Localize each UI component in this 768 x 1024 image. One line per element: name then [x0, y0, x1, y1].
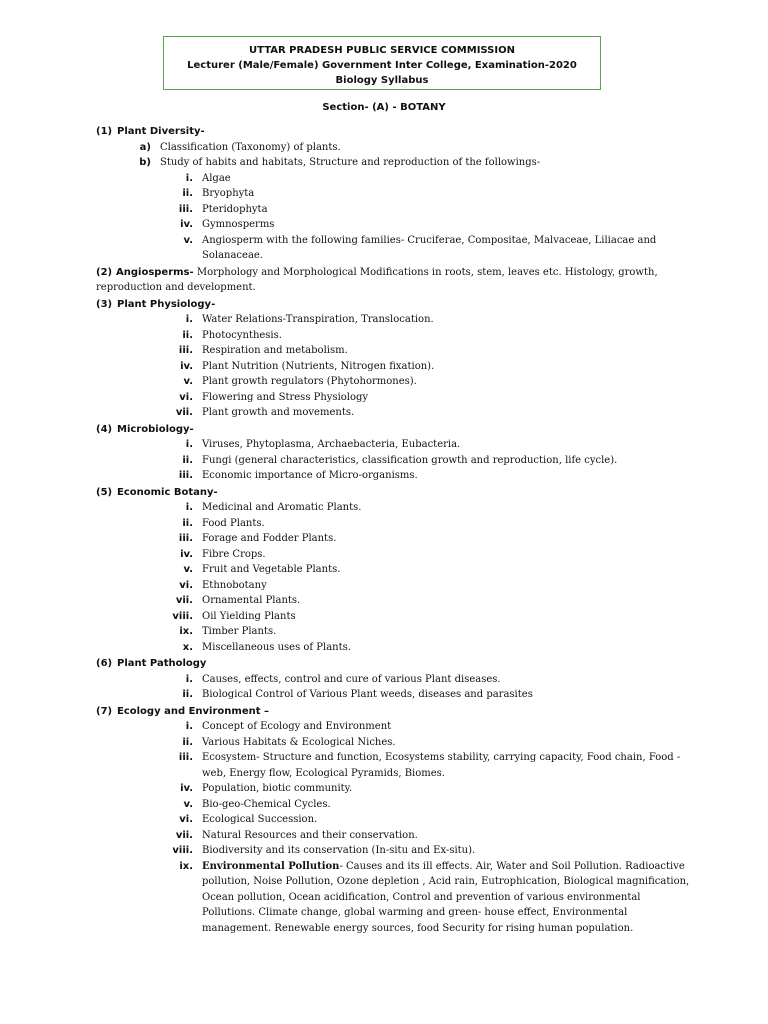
- list-item-label: i.: [185, 172, 193, 184]
- list-item: [0, 578, 768, 594]
- section-heading: [0, 485, 768, 501]
- list-item-text: Bryophyta: [202, 188, 255, 199]
- list-item-text: [202, 390, 692, 406]
- section-title: Section- (A) - BOTANY: [322, 102, 446, 113]
- section-number: (7): [96, 705, 113, 717]
- section-heading: [0, 265, 768, 296]
- list-item-label: vi.: [179, 579, 193, 591]
- list-item-body: Economic importance of Micro-organisms.: [202, 470, 418, 481]
- list-item-text: [202, 359, 692, 375]
- section-heading-text: [117, 485, 677, 501]
- list-item: [0, 374, 768, 390]
- section-number: (5): [96, 486, 113, 498]
- list-item-body: Food Plants.: [202, 517, 265, 529]
- list-item: [0, 687, 768, 703]
- list-item-label: iv.: [180, 783, 193, 794]
- list-item: [0, 843, 768, 859]
- list-item-text: [202, 843, 692, 859]
- list-item-label: ii.: [182, 454, 193, 466]
- list-item-text: [202, 750, 692, 781]
- list-item: [0, 609, 768, 625]
- list-item-body: Concept of Ecology and Environment: [202, 721, 392, 732]
- list-item: [0, 735, 768, 751]
- list-item-label: i.: [185, 314, 193, 325]
- list-item-text: [202, 374, 692, 390]
- list-item-body: Bio-geo-Chemical Cycles.: [202, 798, 331, 810]
- list-item-label: vi.: [179, 814, 193, 825]
- section-heading-title: Angiosperms-: [116, 266, 194, 278]
- list-item-text: [202, 453, 692, 469]
- list-item-body: Plant growth regulators (Phytohormones).: [202, 376, 417, 387]
- section-heading: [0, 124, 768, 140]
- sub-topic: [0, 140, 768, 156]
- list-item-label: v.: [183, 798, 193, 810]
- list-item-label: iv.: [180, 360, 193, 372]
- list-item-body: Photocynthesis.: [202, 329, 282, 341]
- list-item-label: iii.: [178, 345, 193, 356]
- list-item-body: Plant growth and movements.: [202, 407, 355, 418]
- list-item-body: Fibre Crops.: [202, 548, 266, 560]
- section-heading-title: Economic Botany-: [117, 486, 218, 498]
- list-item-label: iii.: [178, 470, 193, 481]
- list-item: [0, 202, 768, 218]
- list-item-body: Respiration and metabolism.: [202, 345, 348, 356]
- list-item-text: [202, 672, 692, 688]
- list-item: [0, 812, 768, 828]
- list-item-label: i.: [185, 673, 193, 685]
- list-item-text: [202, 312, 692, 328]
- list-item-body: Viruses, Phytoplasma, Archaebacteria, Eubacteria.: [202, 439, 461, 450]
- list-item: [0, 672, 768, 688]
- list-item-label: ix.: [179, 626, 193, 637]
- section-heading-title: Plant Pathology: [117, 658, 207, 669]
- list-item-body: Population, biotic community.: [202, 783, 353, 794]
- list-item: [0, 500, 768, 516]
- section-heading-text: [117, 656, 677, 672]
- list-item-label: vi.: [179, 391, 193, 403]
- list-item-label: vii.: [175, 829, 193, 841]
- list-item-body: Oil Yielding Plants: [202, 610, 296, 622]
- list-item-label: ii.: [182, 188, 193, 199]
- list-item: [0, 828, 768, 844]
- list-item-text: [202, 687, 692, 703]
- list-item-body: Timber Plants.: [202, 626, 277, 637]
- section-heading-text: [117, 704, 677, 720]
- list-item-text: [202, 812, 692, 828]
- list-item-text: [202, 797, 692, 813]
- list-item-label: iii.: [178, 752, 193, 763]
- list-item-label: ii.: [182, 689, 193, 700]
- list-item-label: ii.: [182, 736, 193, 748]
- list-item-text: [202, 500, 692, 516]
- list-item-label: iii.: [178, 533, 193, 544]
- sub-topic-text: Study of habits and habitats, Structure and reproduction of the followings-: [160, 157, 541, 168]
- list-item-label: v.: [183, 376, 193, 387]
- list-item-text: [202, 437, 692, 453]
- sub-topic: [0, 155, 768, 171]
- commission-name: UTTAR PRADESH PUBLIC SERVICE COMMISSION: [249, 45, 515, 56]
- list-item: [0, 233, 768, 264]
- list-item-label: ix.: [179, 860, 193, 872]
- list-item-body: Plant Nutrition (Nutrients, Nitrogen fixation).: [202, 360, 435, 372]
- list-item: [0, 624, 768, 640]
- list-item: [0, 171, 768, 187]
- list-item-text: [202, 609, 692, 625]
- sub-topic-label: a): [139, 141, 151, 153]
- list-item-body: Water Relations-Transpiration, Translocation.: [202, 314, 434, 325]
- document-header: [163, 36, 601, 90]
- list-item: [0, 719, 768, 735]
- syllabus-title: Biology Syllabus: [335, 75, 429, 86]
- list-item-label: vii.: [175, 407, 193, 418]
- list-item-bold-term: Environmental Pollution: [202, 860, 340, 872]
- list-item: [0, 640, 768, 656]
- list-item-body: Ethnobotany: [202, 579, 267, 591]
- list-item: [0, 186, 768, 202]
- list-item-label: iv.: [180, 548, 193, 560]
- list-item-body: Flowering and Stress Physiology: [202, 391, 369, 403]
- list-item-body: Various Habitats & Ecological Niches.: [202, 736, 396, 748]
- list-item-label: viii.: [172, 610, 193, 622]
- list-item: [0, 390, 768, 406]
- list-item-body: Fungi (general characteristics, classification growth and reproduction, life cycle).: [202, 454, 618, 466]
- list-item-label: iii.: [178, 203, 193, 215]
- section-number: (2): [96, 266, 113, 278]
- list-item: [0, 750, 768, 781]
- list-item-text: [202, 578, 692, 594]
- list-item-body: Ecosystem- Structure and function, Ecosystems stability, carrying capacity, Food chain, Food -web, Energy flow, Ecological Pyramids, Biomes.: [202, 752, 681, 779]
- list-item: [0, 562, 768, 578]
- list-item-body: - Causes and its ill effects. Air, Water and Soil Pollution. Radioactive pollution, Noise Pollution, Ozone depletion , Acid rain, Eutrophication, Biological magnification, Ocean pollution, Ocean acidification, Control and prevention of various environmental Pollutions. Climate change, global warming and green- house effect, Environmental management. Renewable energy sources, food Security for rising human population.: [202, 860, 690, 934]
- section-heading-text: [96, 265, 676, 296]
- list-item: [0, 453, 768, 469]
- section-number: (1): [96, 126, 113, 137]
- list-item: [0, 516, 768, 532]
- list-item-text: [202, 562, 692, 578]
- list-item-text: [202, 547, 692, 563]
- list-item-text: Algae: [202, 172, 231, 184]
- list-item-text: [202, 859, 692, 937]
- section-heading-text: [117, 124, 677, 140]
- list-item-text: [202, 593, 692, 609]
- list-item: [0, 217, 768, 233]
- list-item-text: [202, 781, 692, 797]
- list-item-body: Forage and Fodder Plants.: [202, 533, 337, 544]
- list-item-label: i.: [185, 721, 193, 732]
- list-item-text: Gymnosperms: [202, 219, 275, 230]
- list-item-label: i.: [185, 439, 193, 450]
- list-item-text: [202, 640, 692, 656]
- list-item-body: Natural Resources and their conservation.: [202, 829, 418, 841]
- sub-topic-label: b): [139, 157, 151, 168]
- section-description: Morphology and Morphological Modifications in roots, stem, leaves etc. Histology, growth, reproduction and development.: [96, 266, 658, 293]
- list-item: [0, 593, 768, 609]
- list-item-text: [202, 719, 692, 735]
- list-item: [0, 859, 768, 937]
- list-item-body: Biodiversity and its conservation (In-situ and Ex-situ).: [202, 845, 476, 856]
- list-item-text: Angiosperm with the following families- Cruciferae, Compositae, Malvaceae, Liliacae and Solanaceae.: [202, 234, 657, 261]
- list-item: [0, 405, 768, 421]
- list-item-label: iv.: [180, 219, 193, 230]
- list-item-label: ii.: [182, 329, 193, 341]
- syllabus-content: [0, 124, 768, 936]
- list-item-label: vii.: [175, 595, 193, 606]
- exam-title: Lecturer (Male/Female) Government Inter College, Examination-2020: [187, 60, 577, 71]
- section-heading: [0, 422, 768, 438]
- section-heading: [0, 656, 768, 672]
- list-item-text: [202, 328, 692, 344]
- list-item-label: viii.: [172, 845, 193, 856]
- list-item: [0, 343, 768, 359]
- list-item: [0, 468, 768, 484]
- list-item-text: [202, 624, 692, 640]
- section-heading-text: [117, 297, 677, 313]
- sub-topic-text: Classification (Taxonomy) of plants.: [160, 141, 341, 153]
- list-item-body: Causes, effects, control and cure of various Plant diseases.: [202, 673, 501, 685]
- list-item-text: [202, 531, 692, 547]
- list-item-label: x.: [182, 641, 193, 653]
- list-item: [0, 531, 768, 547]
- section-heading: [0, 704, 768, 720]
- section-number: (3): [96, 298, 113, 310]
- section-heading: [0, 297, 768, 313]
- list-item-body: Miscellaneous uses of Plants.: [202, 641, 351, 653]
- list-item-text: [202, 735, 692, 751]
- list-item-label: i.: [185, 502, 193, 513]
- section-heading-text: [117, 422, 677, 438]
- list-item-body: Biological Control of Various Plant weeds, diseases and parasites: [202, 689, 533, 700]
- list-item: [0, 547, 768, 563]
- list-item: [0, 797, 768, 813]
- list-item-label: v.: [183, 234, 193, 246]
- section-number: (6): [96, 658, 113, 669]
- section-heading-title: Microbiology-: [117, 423, 194, 435]
- list-item: [0, 328, 768, 344]
- list-item-body: Medicinal and Aromatic Plants.: [202, 502, 362, 513]
- list-item-text: [202, 468, 692, 484]
- list-item: [0, 312, 768, 328]
- list-item-body: Fruit and Vegetable Plants.: [202, 564, 341, 575]
- list-item-body: Ecological Succession.: [202, 814, 318, 825]
- section-heading-title: Plant Physiology-: [117, 298, 216, 310]
- list-item-text: [202, 828, 692, 844]
- section-heading-title: Plant Diversity-: [117, 126, 205, 137]
- list-item-body: Ornamental Plants.: [202, 595, 301, 606]
- list-item-text: [202, 405, 692, 421]
- list-item-text: Pteridophyta: [202, 203, 268, 215]
- list-item-text: [202, 516, 692, 532]
- list-item-label: ii.: [182, 517, 193, 529]
- list-item-label: v.: [183, 564, 193, 575]
- list-item: [0, 437, 768, 453]
- section-number: (4): [96, 423, 113, 435]
- list-item: [0, 781, 768, 797]
- list-item-text: [202, 343, 692, 359]
- section-heading-title: Ecology and Environment –: [117, 705, 269, 717]
- list-item: [0, 359, 768, 375]
